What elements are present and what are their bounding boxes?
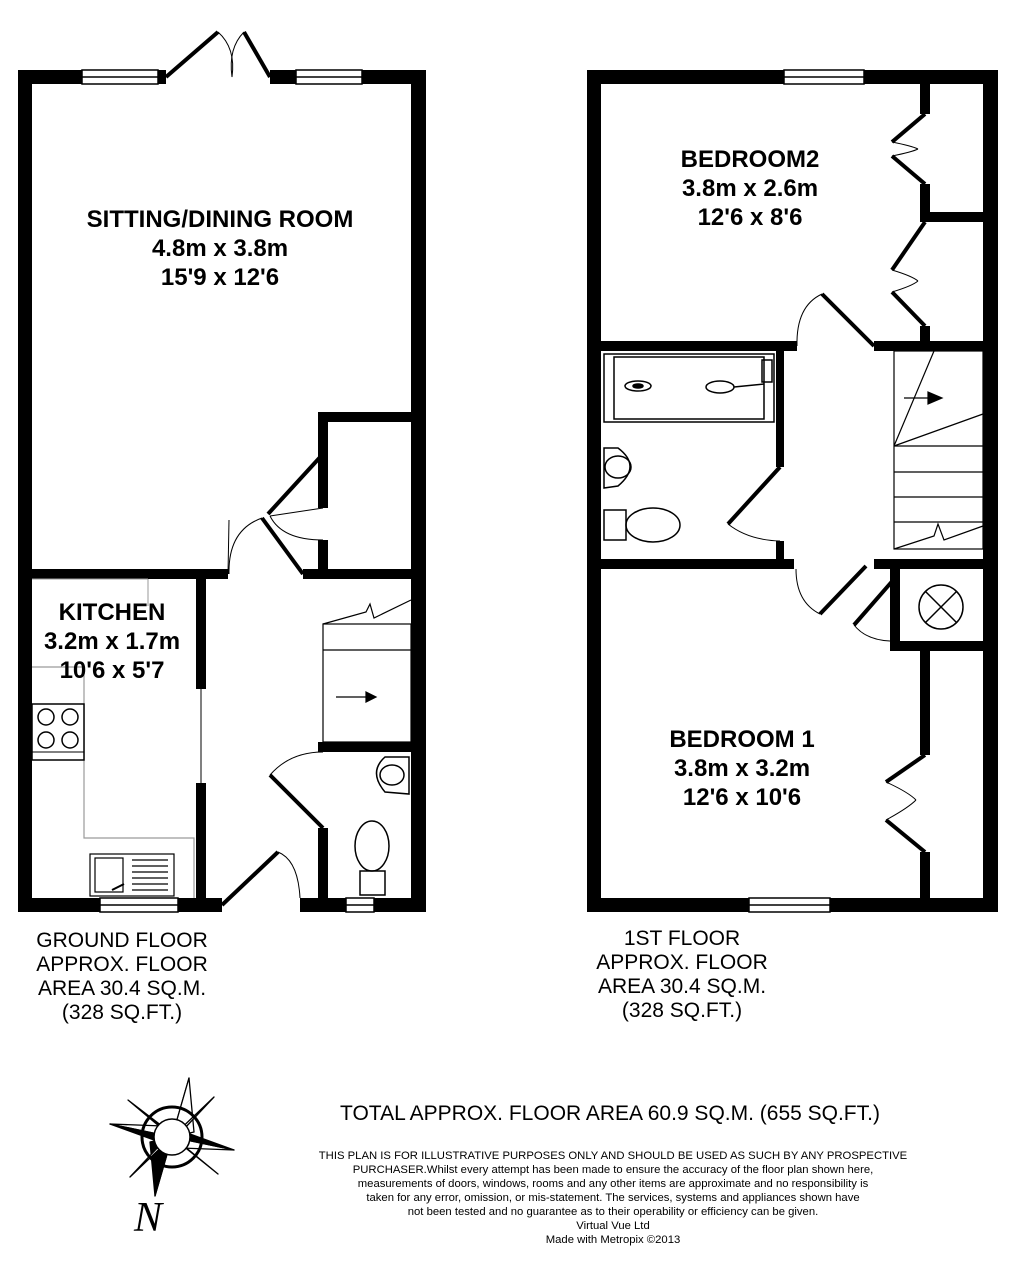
washbasin-icon bbox=[604, 448, 631, 488]
disclaimer-line: PURCHASER.Whilst every attempt has been made to ensure the accuracy of the floor plan shown here, bbox=[352, 1164, 874, 1176]
cylinder-cupboard-icon bbox=[919, 585, 963, 629]
room-name: SITTING/DINING ROOM bbox=[86, 206, 354, 233]
sitting-dining-room-label bbox=[60, 205, 380, 292]
bedroom2-label bbox=[640, 145, 860, 232]
room-size-metric: 3.8m x 2.6m bbox=[681, 175, 819, 202]
shower-tray-icon bbox=[604, 354, 774, 422]
north-label: N bbox=[134, 1195, 163, 1241]
room-size-metric: 3.8m x 3.2m bbox=[673, 755, 811, 782]
toilet-icon bbox=[355, 821, 389, 895]
made-with-credit: Made with Metropix ©2013 bbox=[545, 1234, 681, 1246]
room-size-metric: 4.8m x 3.8m bbox=[151, 235, 289, 262]
washbasin-icon bbox=[377, 757, 410, 794]
disclaimer-line: not been tested and no guarantee as to their operability or efficiency can be given. bbox=[407, 1206, 819, 1218]
kitchen-label bbox=[32, 598, 192, 685]
ground-floor-area-label bbox=[22, 929, 222, 1025]
first-floor-stairs bbox=[894, 351, 983, 549]
floor-name: 1ST FLOOR bbox=[623, 927, 741, 950]
floor-area-line: (328 SQ.FT.) bbox=[621, 999, 743, 1022]
french-doors bbox=[166, 32, 270, 77]
floor-area-line: AREA 30.4 SQ.M. bbox=[37, 977, 207, 1000]
room-size-imperial: 10'6 x 5'7 bbox=[59, 657, 165, 684]
ground-floor-plan bbox=[18, 32, 426, 912]
sink-icon bbox=[90, 854, 174, 896]
disclaimer-line: taken for any error, omission, or mis-statement. The services, systems and appliances shown have bbox=[366, 1192, 860, 1204]
ground-wc-fittings bbox=[355, 757, 409, 895]
first-floor-area-label bbox=[582, 927, 782, 1023]
bedroom1-label bbox=[632, 725, 852, 812]
room-name: BEDROOM2 bbox=[680, 146, 820, 173]
room-name: KITCHEN bbox=[58, 599, 166, 626]
floor-area-line: APPROX. FLOOR bbox=[596, 951, 768, 974]
room-name: BEDROOM 1 bbox=[669, 726, 815, 753]
room-size-imperial: 15'9 x 12'6 bbox=[160, 264, 280, 291]
room-size-imperial: 12'6 x 10'6 bbox=[682, 784, 802, 811]
floor-area-line: (328 SQ.FT.) bbox=[61, 1001, 183, 1024]
company-name: Virtual Vue Ltd bbox=[576, 1220, 650, 1232]
room-size-metric: 3.2m x 1.7m bbox=[43, 628, 181, 655]
ground-floor-walls bbox=[18, 70, 426, 912]
disclaimer-text bbox=[280, 1149, 946, 1247]
ground-floor-windows bbox=[82, 70, 374, 912]
total-floor-area: TOTAL APPROX. FLOOR AREA 60.9 SQ.M. (655 SQ.FT.) bbox=[340, 1102, 880, 1125]
toilet-icon bbox=[604, 508, 680, 542]
disclaimer-line: measurements of doors, windows, rooms and any other items are approximate and no responsibility is bbox=[357, 1178, 869, 1190]
room-size-imperial: 12'6 x 8'6 bbox=[697, 204, 803, 231]
disclaimer-line: THIS PLAN IS FOR ILLUSTRATIVE PURPOSES ONLY AND SHOULD BE USED AS SUCH BY ANY PROSPECTIVE bbox=[318, 1150, 908, 1162]
ground-floor-stairs bbox=[323, 600, 411, 742]
compass-rose-icon bbox=[110, 1078, 234, 1196]
hob-icon bbox=[32, 704, 84, 760]
shower-room-fittings bbox=[604, 354, 774, 542]
floor-area-line: AREA 30.4 SQ.M. bbox=[597, 975, 767, 998]
floor-name: GROUND FLOOR bbox=[36, 929, 208, 952]
ground-floor-doors bbox=[201, 454, 323, 905]
floor-area-line: APPROX. FLOOR bbox=[36, 953, 208, 976]
